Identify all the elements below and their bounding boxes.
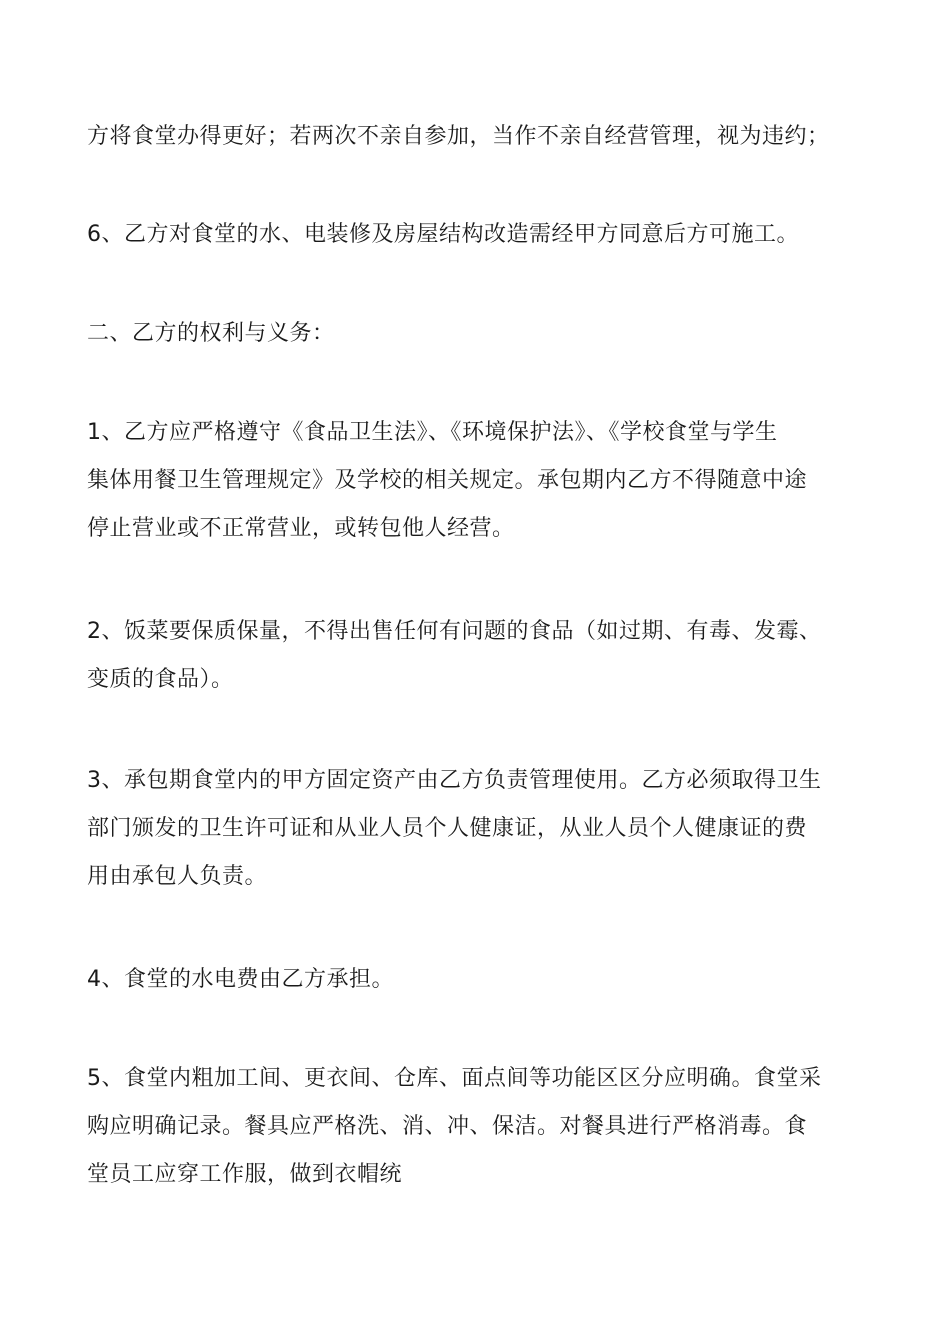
text-line: 2、饭菜要保质保量，不得出售任何有问题的食品（如过期、有毒、发霉、 <box>87 619 822 644</box>
text-line: 用由承包人负责。 <box>87 864 268 889</box>
text-line: 部门颁发的卫生许可证和从业人员个人健康证，从业人员个人健康证的费 <box>87 816 808 841</box>
text-line: 1、乙方应严格遵守《食品卫生法》、《环境保护法》、《学校食堂与学生 <box>87 420 778 445</box>
text-line: 3、承包期食堂内的甲方固定资产由乙方负责管理使用。乙方必须取得卫生 <box>87 768 822 793</box>
text-line: 6、乙方对食堂的水、电装修及房屋结构改造需经甲方同意后方可施工。 <box>87 222 799 247</box>
paragraph-clause-5 <box>87 1055 877 1199</box>
text-line: 堂员工应穿工作服，做到衣帽统 <box>87 1162 403 1187</box>
paragraph-clause-1 <box>87 409 877 553</box>
text-line: 变质的食品）。 <box>87 667 234 692</box>
text-line: 二、乙方的权利与义务： <box>87 321 335 346</box>
section-heading-rights-obligations <box>87 310 877 358</box>
text-line: 4、食堂的水电费由乙方承担。 <box>87 967 394 992</box>
text-line: 5、食堂内粗加工间、更衣间、仓库、面点间等功能区区分应明确。食堂采 <box>87 1066 822 1091</box>
text-line: 购应明确记录。餐具应严格洗、消、冲、保洁。对餐具进行严格消毒。食 <box>87 1114 808 1139</box>
text-line: 停止营业或不正常营业，或转包他人经营。 <box>87 516 515 541</box>
paragraph-clause-3 <box>87 757 877 901</box>
text-line: 集体用餐卫生管理规定》及学校的相关规定。承包期内乙方不得随意中途 <box>87 468 808 493</box>
paragraph-continuation <box>87 113 877 161</box>
text-line: 方将食堂办得更好；若两次不亲自参加，当作不亲自经营管理，视为违约； <box>87 124 830 149</box>
paragraph-clause-4 <box>87 956 877 1004</box>
paragraph-clause-6 <box>87 211 877 259</box>
paragraph-clause-2 <box>87 608 877 704</box>
